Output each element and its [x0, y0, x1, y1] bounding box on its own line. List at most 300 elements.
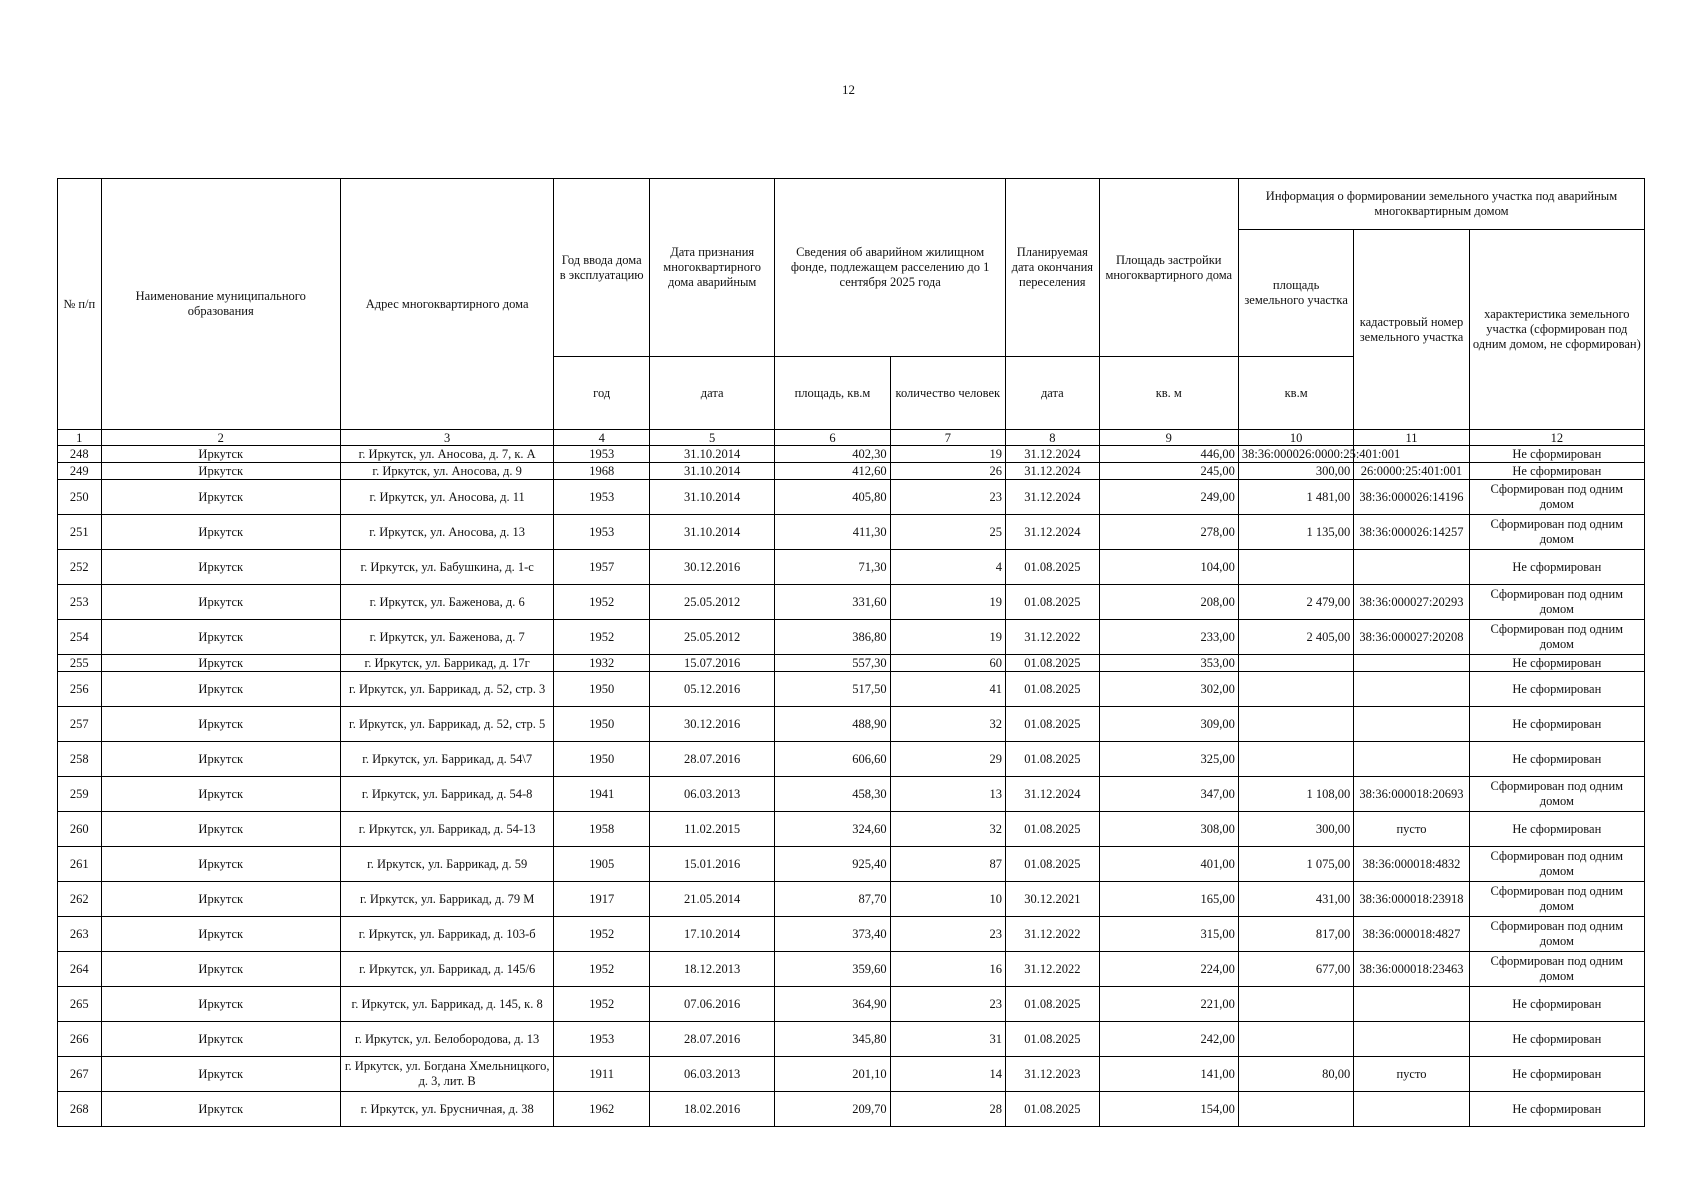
cadastral-number-cell [1354, 672, 1469, 707]
year-cell: 1911 [554, 1057, 650, 1092]
address-cell: г. Иркутск, ул. Баррикад, д. 54-13 [340, 812, 553, 847]
address-cell: г. Иркутск, ул. Баррикад, д. 145, к. 8 [340, 987, 553, 1022]
recognized-date-cell: 28.07.2016 [650, 742, 775, 777]
header-unit-date: дата [650, 357, 775, 430]
built-area-cell: 308,00 [1099, 812, 1238, 847]
area-cell: 373,40 [775, 917, 890, 952]
table-row [58, 882, 1645, 917]
address-cell: г. Иркутск, ул. Белобородова, д. 13 [340, 1022, 553, 1057]
municipality-cell: Иркутск [101, 917, 340, 952]
address-cell: г. Иркутск, ул. Брусничная, д. 38 [340, 1092, 553, 1127]
year-cell: 1958 [554, 812, 650, 847]
people-count-cell: 10 [890, 882, 1005, 917]
planned-date-cell: 30.12.2021 [1006, 882, 1100, 917]
header-unit-year: год [554, 357, 650, 430]
row-number: 253 [58, 585, 102, 620]
land-characteristic-cell: Не сформирован [1469, 655, 1644, 672]
row-number: 252 [58, 550, 102, 585]
land-characteristic-cell: Сформирован под одним домом [1469, 620, 1644, 655]
municipality-cell: Иркутск [101, 515, 340, 550]
built-area-cell: 141,00 [1099, 1057, 1238, 1092]
people-count-cell: 23 [890, 917, 1005, 952]
recognized-date-cell: 07.06.2016 [650, 987, 775, 1022]
land-characteristic-cell: Сформирован под одним домом [1469, 480, 1644, 515]
header-unit-people: количество человек [890, 357, 1005, 430]
table-row [58, 655, 1645, 672]
table-row [58, 952, 1645, 987]
land-area-cell [1238, 1092, 1353, 1127]
cadastral-number-cell: 38:36:000018:4832 [1354, 847, 1469, 882]
municipality-cell: Иркутск [101, 550, 340, 585]
planned-date-cell: 01.08.2025 [1006, 1022, 1100, 1057]
column-number: 7 [890, 430, 1005, 446]
land-area-cell: 80,00 [1238, 1057, 1353, 1092]
table-row [58, 742, 1645, 777]
cadastral-number-cell: 38:36:000018:4827 [1354, 917, 1469, 952]
emergency-housing-table [57, 178, 1645, 1127]
cadastral-number-cell: 38:36:000018:20693 [1354, 777, 1469, 812]
people-count-cell: 4 [890, 550, 1005, 585]
year-cell: 1950 [554, 742, 650, 777]
year-cell: 1968 [554, 463, 650, 480]
municipality-cell: Иркутск [101, 1057, 340, 1092]
area-cell: 331,60 [775, 585, 890, 620]
address-cell: г. Иркутск, ул. Баррикад, д. 54-8 [340, 777, 553, 812]
municipality-cell: Иркутск [101, 847, 340, 882]
people-count-cell: 19 [890, 585, 1005, 620]
land-area-cell: 300,00 [1238, 463, 1353, 480]
planned-date-cell: 31.12.2024 [1006, 515, 1100, 550]
header-year-commissioned: Год ввода дома в эксплуатацию [554, 179, 650, 357]
year-cell: 1952 [554, 585, 650, 620]
area-cell: 87,70 [775, 882, 890, 917]
recognized-date-cell: 21.05.2014 [650, 882, 775, 917]
people-count-cell: 32 [890, 812, 1005, 847]
year-cell: 1952 [554, 917, 650, 952]
people-count-cell: 87 [890, 847, 1005, 882]
land-area-cell: 431,00 [1238, 882, 1353, 917]
table-header [58, 179, 1645, 446]
area-cell: 402,30 [775, 446, 890, 463]
land-characteristic-cell: Сформирован под одним домом [1469, 917, 1644, 952]
land-area-cell: 38:36:000026:0000:25:401:001 [1238, 446, 1353, 463]
municipality-cell: Иркутск [101, 463, 340, 480]
land-area-cell [1238, 742, 1353, 777]
cadastral-number-cell: 38:36:000027:20208 [1354, 620, 1469, 655]
header-land-info: Информация о формировании земельного участка под аварийным многоквартирным домом [1238, 179, 1644, 230]
recognized-date-cell: 31.10.2014 [650, 480, 775, 515]
header-unit-area: площадь, кв.м [775, 357, 890, 430]
land-area-cell [1238, 550, 1353, 585]
people-count-cell: 16 [890, 952, 1005, 987]
municipality-cell: Иркутск [101, 1092, 340, 1127]
row-number: 254 [58, 620, 102, 655]
built-area-cell: 165,00 [1099, 882, 1238, 917]
land-characteristic-cell: Сформирован под одним домом [1469, 777, 1644, 812]
planned-date-cell: 01.08.2025 [1006, 707, 1100, 742]
row-number: 261 [58, 847, 102, 882]
land-area-cell: 817,00 [1238, 917, 1353, 952]
header-planned-date: Планируемая дата окончания переселения [1006, 179, 1100, 357]
table-row [58, 585, 1645, 620]
built-area-cell: 245,00 [1099, 463, 1238, 480]
built-area-cell: 224,00 [1099, 952, 1238, 987]
people-count-cell: 23 [890, 480, 1005, 515]
row-number: 263 [58, 917, 102, 952]
built-area-cell: 309,00 [1099, 707, 1238, 742]
address-cell: г. Иркутск, ул. Аносова, д. 11 [340, 480, 553, 515]
recognized-date-cell: 31.10.2014 [650, 463, 775, 480]
people-count-cell: 60 [890, 655, 1005, 672]
row-number: 260 [58, 812, 102, 847]
built-area-cell: 104,00 [1099, 550, 1238, 585]
area-cell: 488,90 [775, 707, 890, 742]
address-cell: г. Иркутск, ул. Баррикад, д. 52, стр. 3 [340, 672, 553, 707]
area-cell: 386,80 [775, 620, 890, 655]
year-cell: 1952 [554, 987, 650, 1022]
recognized-date-cell: 15.01.2016 [650, 847, 775, 882]
cadastral-number-cell: пусто [1354, 1057, 1469, 1092]
table-row [58, 777, 1645, 812]
header-built-area: Площадь застройки многоквартирного дома [1099, 179, 1238, 357]
table-row [58, 1092, 1645, 1127]
people-count-cell: 25 [890, 515, 1005, 550]
land-area-cell: 1 108,00 [1238, 777, 1353, 812]
area-cell: 517,50 [775, 672, 890, 707]
recognized-date-cell: 15.07.2016 [650, 655, 775, 672]
table-row [58, 446, 1645, 463]
row-number: 264 [58, 952, 102, 987]
address-cell: г. Иркутск, ул. Баррикад, д. 17г [340, 655, 553, 672]
row-number: 255 [58, 655, 102, 672]
area-cell: 359,60 [775, 952, 890, 987]
area-cell: 458,30 [775, 777, 890, 812]
column-number: 3 [340, 430, 553, 446]
land-area-cell [1238, 655, 1353, 672]
cadastral-number-cell: 26:0000:25:401:001 [1354, 463, 1469, 480]
built-area-cell: 278,00 [1099, 515, 1238, 550]
header-address: Адрес многоквартирного дома [340, 179, 553, 430]
municipality-cell: Иркутск [101, 672, 340, 707]
municipality-cell: Иркутск [101, 1022, 340, 1057]
municipality-cell: Иркутск [101, 585, 340, 620]
cadastral-number-cell [1354, 1092, 1469, 1127]
address-cell: г. Иркутск, ул. Баррикад, д. 52, стр. 5 [340, 707, 553, 742]
recognized-date-cell: 18.02.2016 [650, 1092, 775, 1127]
people-count-cell: 29 [890, 742, 1005, 777]
cadastral-number-cell: пусто [1354, 812, 1469, 847]
land-characteristic-cell: Не сформирован [1469, 446, 1644, 463]
address-cell: г. Иркутск, ул. Аносова, д. 7, к. А [340, 446, 553, 463]
land-area-cell [1238, 672, 1353, 707]
table-row [58, 1057, 1645, 1092]
header-municipality: Наименование муниципального образования [101, 179, 340, 430]
cadastral-number-cell: 38:36:000018:23463 [1354, 952, 1469, 987]
cadastral-number-cell [1354, 550, 1469, 585]
column-number: 12 [1469, 430, 1644, 446]
land-characteristic-cell: Сформирован под одним домом [1469, 515, 1644, 550]
area-cell: 324,60 [775, 812, 890, 847]
row-number: 268 [58, 1092, 102, 1127]
table-row [58, 672, 1645, 707]
recognized-date-cell: 31.10.2014 [650, 446, 775, 463]
recognized-date-cell: 25.05.2012 [650, 620, 775, 655]
area-cell: 412,60 [775, 463, 890, 480]
land-characteristic-cell: Не сформирован [1469, 1092, 1644, 1127]
people-count-cell: 28 [890, 1092, 1005, 1127]
address-cell: г. Иркутск, ул. Бабушкина, д. 1-с [340, 550, 553, 585]
recognized-date-cell: 17.10.2014 [650, 917, 775, 952]
row-number: 266 [58, 1022, 102, 1057]
table-row [58, 812, 1645, 847]
municipality-cell: Иркутск [101, 620, 340, 655]
area-cell: 557,30 [775, 655, 890, 672]
recognized-date-cell: 18.12.2013 [650, 952, 775, 987]
land-area-cell: 1 075,00 [1238, 847, 1353, 882]
column-number: 11 [1354, 430, 1469, 446]
address-cell: г. Иркутск, ул. Аносова, д. 9 [340, 463, 553, 480]
table-row [58, 480, 1645, 515]
land-characteristic-cell: Сформирован под одним домом [1469, 585, 1644, 620]
header-date-recognized: Дата признания многоквартирного дома аварийным [650, 179, 775, 357]
column-number: 9 [1099, 430, 1238, 446]
land-area-cell [1238, 707, 1353, 742]
column-number: 1 [58, 430, 102, 446]
column-number: 6 [775, 430, 890, 446]
land-characteristic-cell: Сформирован под одним домом [1469, 847, 1644, 882]
land-characteristic-cell: Сформирован под одним домом [1469, 882, 1644, 917]
land-area-cell [1238, 1022, 1353, 1057]
planned-date-cell: 31.12.2022 [1006, 620, 1100, 655]
header-unit-date2: дата [1006, 357, 1100, 430]
year-cell: 1950 [554, 672, 650, 707]
year-cell: 1905 [554, 847, 650, 882]
planned-date-cell: 31.12.2024 [1006, 446, 1100, 463]
cadastral-number-cell: 38:36:000018:23918 [1354, 882, 1469, 917]
planned-date-cell: 01.08.2025 [1006, 847, 1100, 882]
header-emergency-info: Сведения об аварийном жилищном фонде, подлежащем расселению до 1 сентября 2025 года [775, 179, 1006, 357]
recognized-date-cell: 05.12.2016 [650, 672, 775, 707]
table-row [58, 620, 1645, 655]
area-cell: 209,70 [775, 1092, 890, 1127]
row-number: 249 [58, 463, 102, 480]
area-cell: 411,30 [775, 515, 890, 550]
municipality-cell: Иркутск [101, 742, 340, 777]
row-number: 262 [58, 882, 102, 917]
land-characteristic-cell: Не сформирован [1469, 672, 1644, 707]
people-count-cell: 19 [890, 620, 1005, 655]
land-characteristic-cell: Не сформирован [1469, 550, 1644, 585]
year-cell: 1952 [554, 620, 650, 655]
table-row [58, 847, 1645, 882]
table-row [58, 987, 1645, 1022]
municipality-cell: Иркутск [101, 987, 340, 1022]
year-cell: 1941 [554, 777, 650, 812]
planned-date-cell: 01.08.2025 [1006, 585, 1100, 620]
table-row [58, 1022, 1645, 1057]
recognized-date-cell: 30.12.2016 [650, 550, 775, 585]
planned-date-cell: 31.12.2022 [1006, 917, 1100, 952]
row-number: 250 [58, 480, 102, 515]
land-characteristic-cell: Не сформирован [1469, 742, 1644, 777]
recognized-date-cell: 31.10.2014 [650, 515, 775, 550]
recognized-date-cell: 11.02.2015 [650, 812, 775, 847]
land-area-cell: 2 405,00 [1238, 620, 1353, 655]
cadastral-number-cell [1354, 987, 1469, 1022]
people-count-cell: 41 [890, 672, 1005, 707]
column-number-row [58, 430, 1645, 446]
column-number: 10 [1238, 430, 1353, 446]
planned-date-cell: 01.08.2025 [1006, 1092, 1100, 1127]
land-area-cell: 1 135,00 [1238, 515, 1353, 550]
recognized-date-cell: 28.07.2016 [650, 1022, 775, 1057]
cadastral-number-cell: 38:36:000026:14257 [1354, 515, 1469, 550]
land-area-cell: 677,00 [1238, 952, 1353, 987]
area-cell: 201,10 [775, 1057, 890, 1092]
land-characteristic-cell: Не сформирован [1469, 1057, 1644, 1092]
year-cell: 1953 [554, 515, 650, 550]
year-cell: 1953 [554, 446, 650, 463]
year-cell: 1953 [554, 1022, 650, 1057]
row-number: 258 [58, 742, 102, 777]
area-cell: 925,40 [775, 847, 890, 882]
built-area-cell: 233,00 [1099, 620, 1238, 655]
address-cell: г. Иркутск, ул. Баженова, д. 6 [340, 585, 553, 620]
row-number: 265 [58, 987, 102, 1022]
land-area-cell: 300,00 [1238, 812, 1353, 847]
planned-date-cell: 31.12.2024 [1006, 463, 1100, 480]
planned-date-cell: 31.12.2024 [1006, 777, 1100, 812]
people-count-cell: 31 [890, 1022, 1005, 1057]
header-num: № п/п [58, 179, 102, 430]
land-characteristic-cell: Не сформирован [1469, 707, 1644, 742]
row-number: 259 [58, 777, 102, 812]
built-area-cell: 302,00 [1099, 672, 1238, 707]
table-body [58, 446, 1645, 1127]
year-cell: 1952 [554, 952, 650, 987]
column-number: 8 [1006, 430, 1100, 446]
year-cell: 1932 [554, 655, 650, 672]
year-cell: 1953 [554, 480, 650, 515]
cadastral-number-cell [1354, 707, 1469, 742]
row-number: 257 [58, 707, 102, 742]
header-cadastral: кадастровый номер земельного участка [1354, 230, 1469, 430]
people-count-cell: 13 [890, 777, 1005, 812]
municipality-cell: Иркутск [101, 812, 340, 847]
people-count-cell: 19 [890, 446, 1005, 463]
people-count-cell: 23 [890, 987, 1005, 1022]
land-area-cell: 1 481,00 [1238, 480, 1353, 515]
people-count-cell: 26 [890, 463, 1005, 480]
column-number: 4 [554, 430, 650, 446]
land-characteristic-cell: Не сформирован [1469, 987, 1644, 1022]
planned-date-cell: 31.12.2022 [1006, 952, 1100, 987]
built-area-cell: 401,00 [1099, 847, 1238, 882]
planned-date-cell: 01.08.2025 [1006, 987, 1100, 1022]
column-number: 2 [101, 430, 340, 446]
area-cell: 606,60 [775, 742, 890, 777]
table-row [58, 917, 1645, 952]
cadastral-number-cell: 38:36:000027:20293 [1354, 585, 1469, 620]
built-area-cell: 208,00 [1099, 585, 1238, 620]
built-area-cell: 325,00 [1099, 742, 1238, 777]
land-characteristic-cell: Сформирован под одним домом [1469, 952, 1644, 987]
planned-date-cell: 01.08.2025 [1006, 655, 1100, 672]
row-number: 248 [58, 446, 102, 463]
area-cell: 71,30 [775, 550, 890, 585]
land-characteristic-cell: Не сформирован [1469, 1022, 1644, 1057]
built-area-cell: 221,00 [1099, 987, 1238, 1022]
recognized-date-cell: 06.03.2013 [650, 777, 775, 812]
cadastral-number-cell [1354, 1022, 1469, 1057]
built-area-cell: 154,00 [1099, 1092, 1238, 1127]
header-land-characteristic: характеристика земельного участка (сформирован под одним домом, не сформирован) [1469, 230, 1644, 430]
planned-date-cell: 01.08.2025 [1006, 742, 1100, 777]
built-area-cell: 242,00 [1099, 1022, 1238, 1057]
row-number: 256 [58, 672, 102, 707]
header-unit-kvm: кв. м [1099, 357, 1238, 430]
column-number: 5 [650, 430, 775, 446]
address-cell: г. Иркутск, ул. Баррикад, д. 59 [340, 847, 553, 882]
page-number: 12 [842, 82, 855, 97]
address-cell: г. Иркутск, ул. Богдана Хмельницкого, д. 3, лит. В [340, 1057, 553, 1092]
people-count-cell: 32 [890, 707, 1005, 742]
municipality-cell: Иркутск [101, 446, 340, 463]
address-cell: г. Иркутск, ул. Баррикад, д. 54\7 [340, 742, 553, 777]
area-cell: 345,80 [775, 1022, 890, 1057]
table-row [58, 550, 1645, 585]
cadastral-number-cell [1354, 655, 1469, 672]
built-area-cell: 249,00 [1099, 480, 1238, 515]
municipality-cell: Иркутск [101, 882, 340, 917]
table-row [58, 463, 1645, 480]
year-cell: 1962 [554, 1092, 650, 1127]
cadastral-number-cell [1354, 742, 1469, 777]
area-cell: 405,80 [775, 480, 890, 515]
municipality-cell: Иркутск [101, 952, 340, 987]
planned-date-cell: 31.12.2024 [1006, 480, 1100, 515]
built-area-cell: 347,00 [1099, 777, 1238, 812]
row-number: 267 [58, 1057, 102, 1092]
land-area-cell [1238, 987, 1353, 1022]
address-cell: г. Иркутск, ул. Аносова, д. 13 [340, 515, 553, 550]
built-area-cell: 446,00 [1099, 446, 1238, 463]
year-cell: 1950 [554, 707, 650, 742]
land-characteristic-cell: Не сформирован [1469, 812, 1644, 847]
municipality-cell: Иркутск [101, 707, 340, 742]
recognized-date-cell: 06.03.2013 [650, 1057, 775, 1092]
table-row [58, 707, 1645, 742]
table-row [58, 515, 1645, 550]
planned-date-cell: 01.08.2025 [1006, 550, 1100, 585]
address-cell: г. Иркутск, ул. Баррикад, д. 79 М [340, 882, 553, 917]
municipality-cell: Иркутск [101, 655, 340, 672]
planned-date-cell: 01.08.2025 [1006, 672, 1100, 707]
address-cell: г. Иркутск, ул. Баженова, д. 7 [340, 620, 553, 655]
land-characteristic-cell: Не сформирован [1469, 463, 1644, 480]
year-cell: 1957 [554, 550, 650, 585]
planned-date-cell: 01.08.2025 [1006, 812, 1100, 847]
row-number: 251 [58, 515, 102, 550]
header-unit-kvm2: кв.м [1238, 357, 1353, 430]
people-count-cell: 14 [890, 1057, 1005, 1092]
planned-date-cell: 31.12.2023 [1006, 1057, 1100, 1092]
header-land-area: площадь земельного участка [1238, 230, 1353, 357]
cadastral-number-cell: 38:36:000026:14196 [1354, 480, 1469, 515]
address-cell: г. Иркутск, ул. Баррикад, д. 145/6 [340, 952, 553, 987]
municipality-cell: Иркутск [101, 480, 340, 515]
municipality-cell: Иркутск [101, 777, 340, 812]
